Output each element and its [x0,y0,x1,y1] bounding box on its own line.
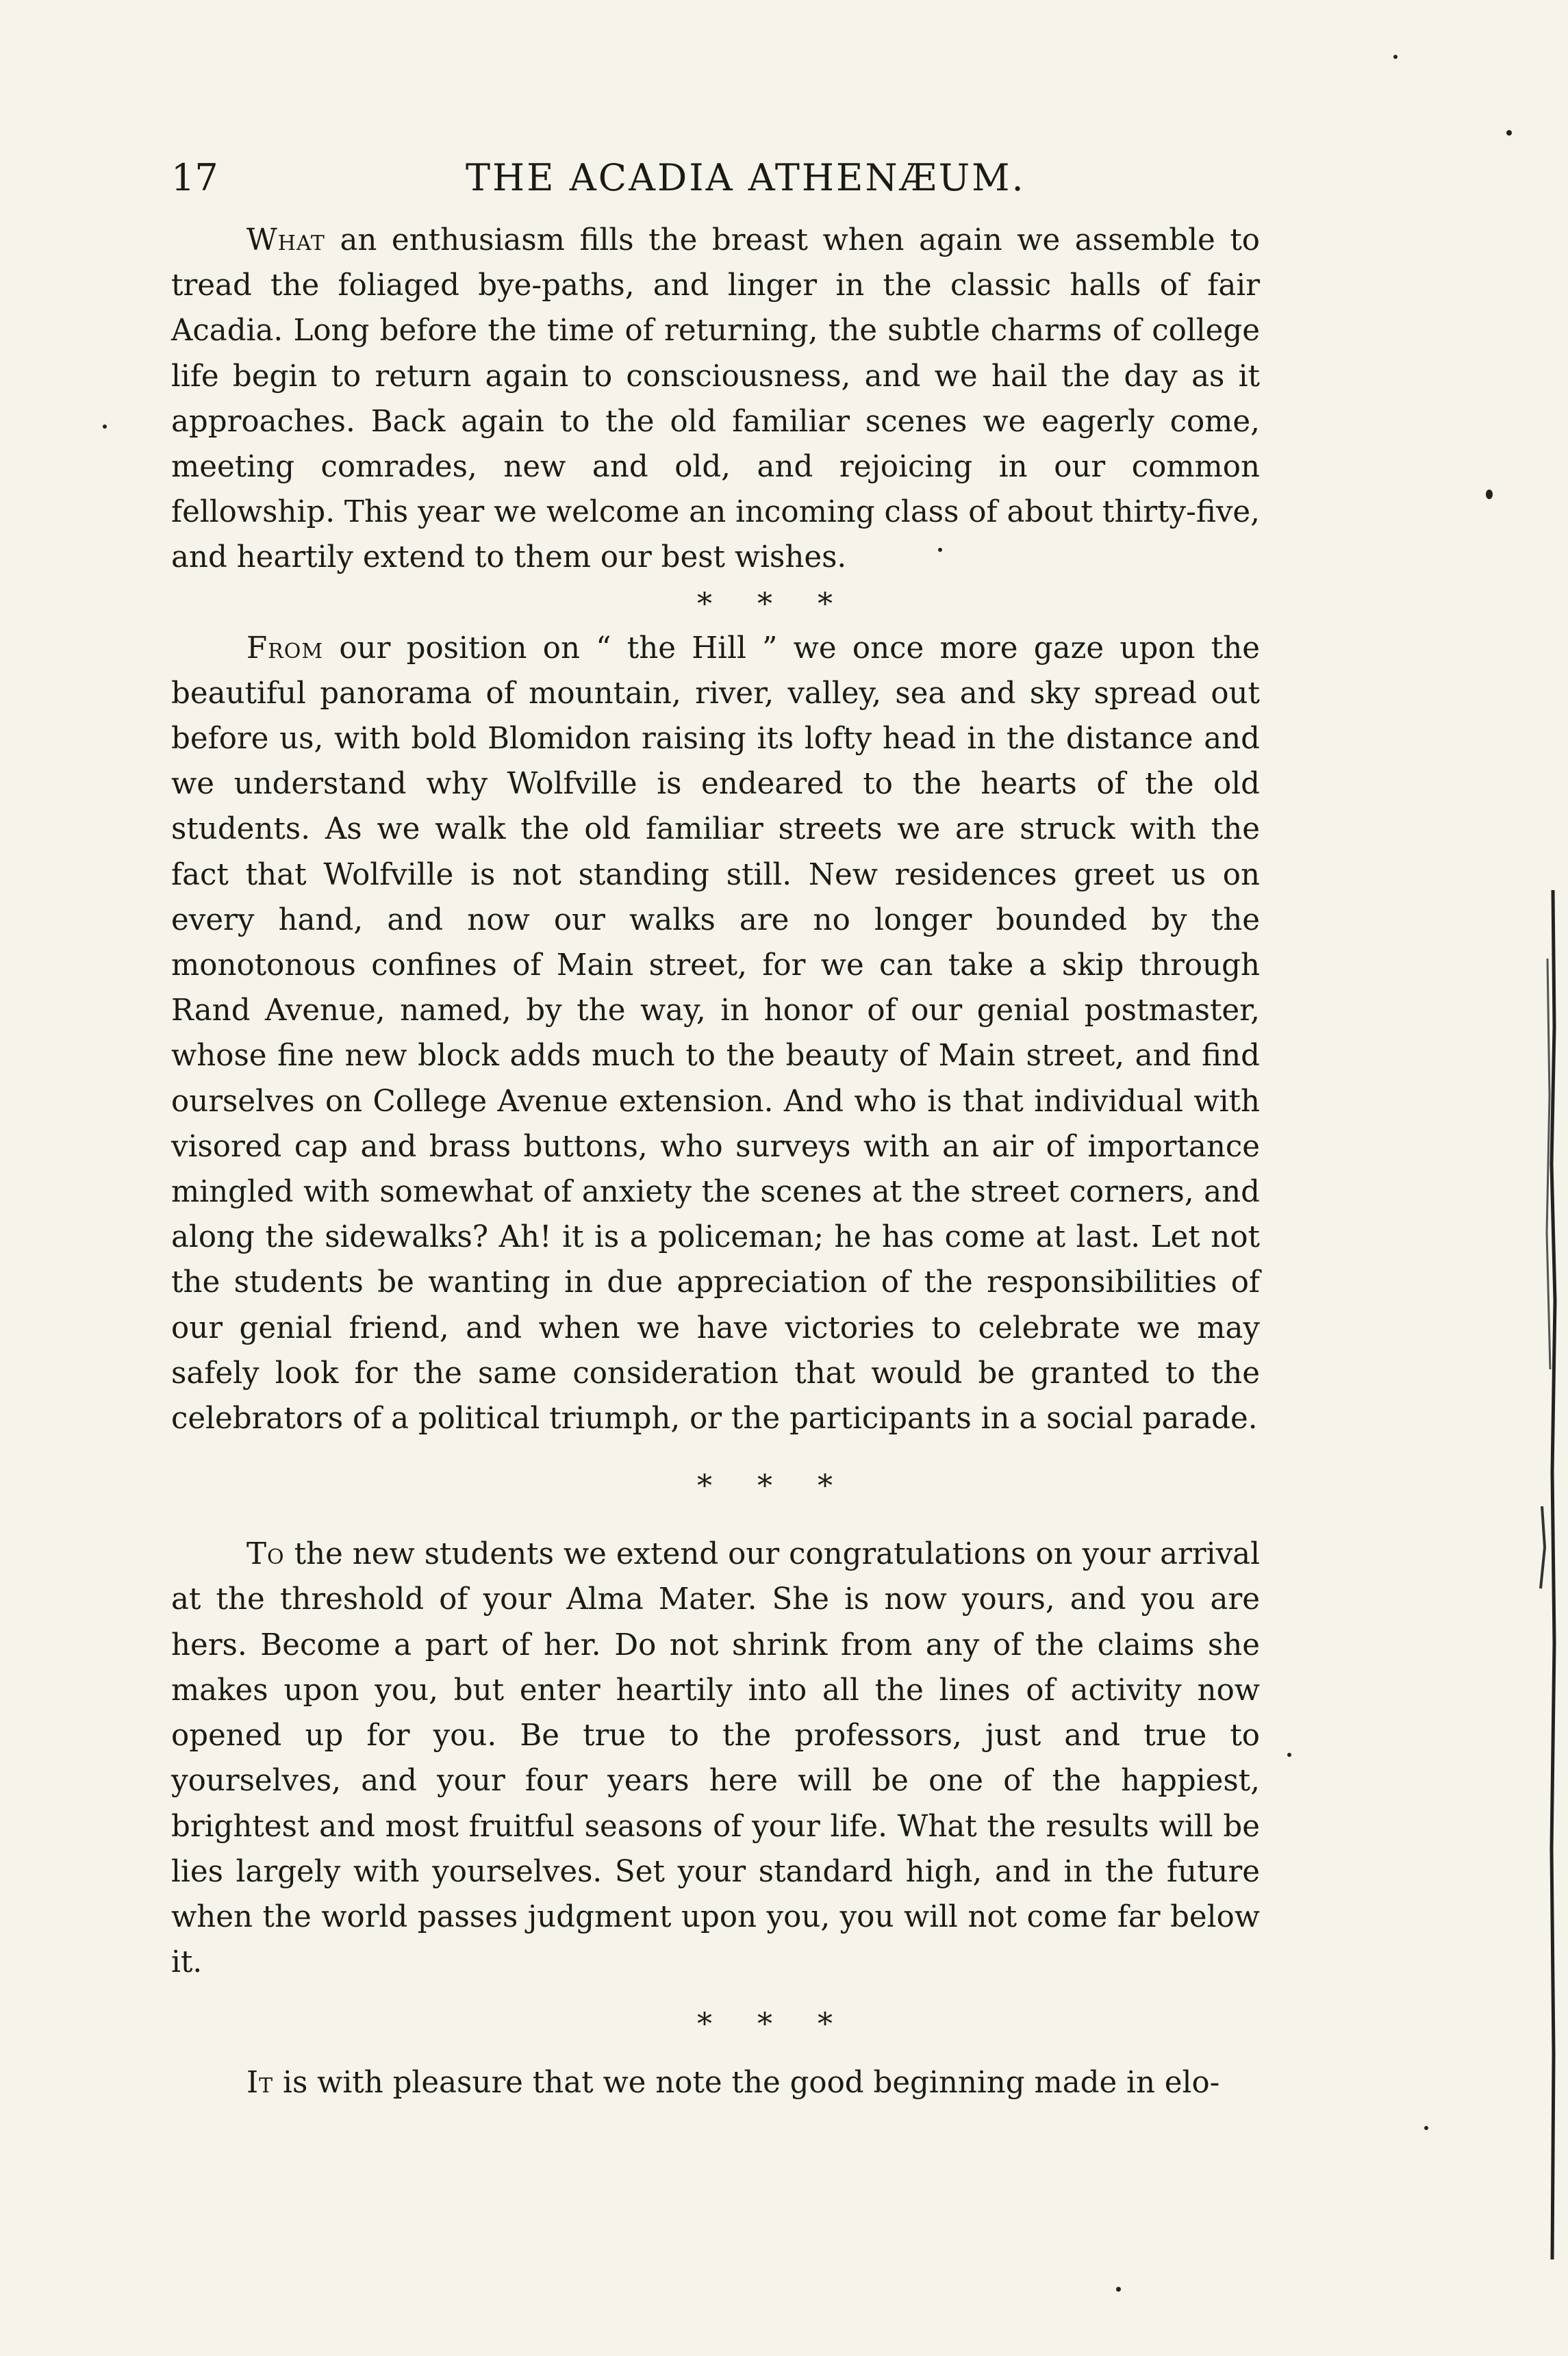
paragraph-elocution [171,2060,1260,2105]
scan-speck [1486,490,1493,499]
paragraph-welcome-back [171,218,1260,581]
section-separator: * * * [697,1469,850,1504]
scan-speck [1506,130,1512,136]
binding-edge-scan-artifact [1527,0,1568,2356]
paragraph-new-students [171,1532,1260,1985]
lead-word: To [246,1537,285,1572]
scan-speck [1393,55,1398,59]
paragraph-text: is with pleasure that we note the good beginning made in elo- [273,2066,1220,2101]
paragraph-text: our position on “ the Hill ” we once more gaze upon the beautiful panorama of mountain, river, valley, sea and sky spread out before us, with bold Blomidon raising its lofty head in the distance and we understand why Wolfville is endeared to the hearts of the old students. As we walk the old familiar streets we are struck with the fact that Wolfville is not standing still. New residences greet us on every hand, and now our walks are no longer bounded by the monotonous confines of Main street, for we can take a skip through Rand Avenue, named, by the way, in honor of our genial postmaster, whose fine new block adds much to the beauty of Main street, and find ourselves on College Avenue extension. And who is that individual with visored cap and brass buttons, who surveys with an air of importance mingled with somewhat of anxiety the scenes at the street corners, and along the sidewalks? Ah! it is a policeman; he has come at last. Let not the students be wanting in due appreciation of the responsibilities of our genial friend, and when we have victories to celebrate we may safely look for the same consideration that would be granted to the celebrators of a political triumph, or the participants in a social parade. [171,631,1260,1436]
scan-speck [938,548,942,552]
scan-speck [1116,2287,1121,2292]
section-separator: * * * [697,586,850,622]
lead-word: What [246,223,325,257]
lead-word: It [246,2066,274,2101]
editorial-column [171,218,1260,2106]
scan-speck [1424,2126,1428,2130]
paragraph-text: an enthusiasm fills the breast when again we assemble to tread the foliaged bye-paths, and linger in the classic halls of fair Acadia. Long before the time of returning, the subtle charms of college life begin to return again to consciousness, and we hail the day as it approaches. Back again to the old familiar scenes we eagerly come, meeting comrades, new and old, and rejoicing in our common fellowship. This year we welcome an incoming class of about thirty-five, and heartily extend to them our best wishes. [171,223,1260,575]
journal-title: THE ACADIA ATHENÆUM. [466,156,1026,199]
section-separator: * * * [697,2007,850,2042]
running-header [171,151,1267,205]
paragraph-text: the new students we extend our congratulations on your arrival at the threshold of your Alma Mater. She is now yours, and you are hers. Become a part of her. Do not shrink from any of the claims she makes upon you, but enter heartily into all the lines of activity now opened up for you. Be true to the professors, just and true to yourselves, and your four years here will be one of the happiest, brightest and most fruitful seasons of your life. What the results will be lies largely with yourselves. Set your standard high, and in the future when the world passes judgment upon you, you will not come far below it. [171,1537,1260,1980]
lead-word: From [246,631,324,666]
scan-speck [103,425,107,429]
page-number: 17 [171,156,218,199]
scan-speck [1287,1753,1291,1757]
paragraph-wolfville [171,626,1260,1442]
